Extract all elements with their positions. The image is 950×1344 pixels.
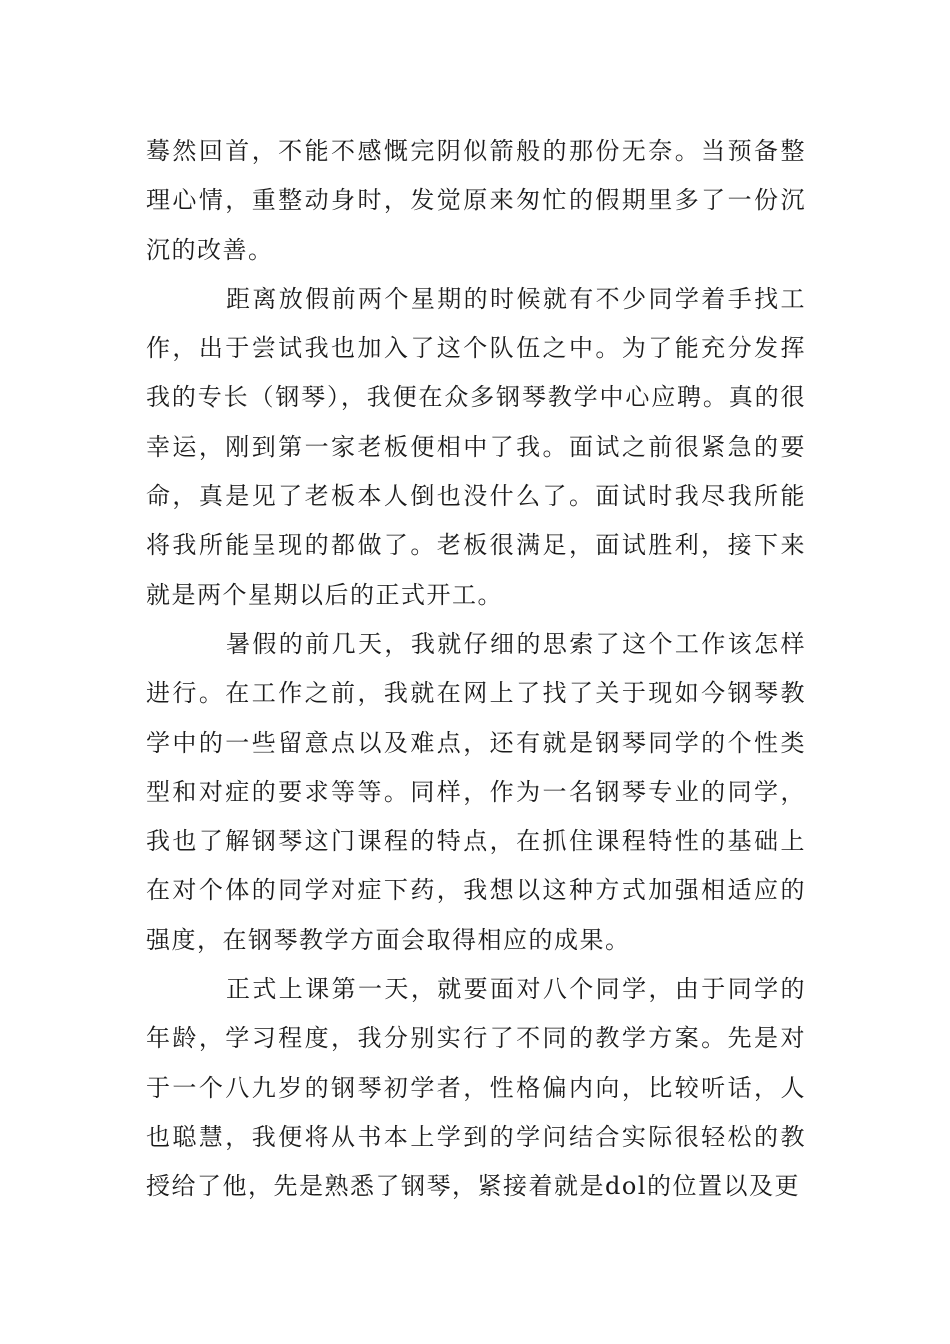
paragraph-3: 暑假的前几天，我就仔细的思索了这个工作该怎样进行。在工作之前，我就在网上了找了关于现如今钢琴教学中的一些留意点以及难点，还有就是钢琴同学的个性类型和对症的要求等等。同样，作为一名钢琴专业的同学，我也了解钢琴这门课程的特点，在抓住课程特性的基础上在对个体的同学对症下药，我想以这种方式加强相适应的强度，在钢琴教学方面会取得相应的成果。	[146, 629, 806, 954]
document-page	[146, 127, 806, 1212]
paragraph-1: 蓦然回首，不能不感慨完阴似箭般的那份无奈。当预备整理心情，重整动身时，发觉原来匆忙的假期里多了一份沉沉的改善。	[146, 137, 806, 264]
paragraph-2: 距离放假前两个星期的时候就有不少同学着手找工作，出于尝试我也加入了这个队伍之中。为了能充分发挥我的专长（钢琴），我便在众多钢琴教学中心应聘。真的很幸运，刚到第一家老板便相中了我。面试之前很紧急的要命，真是见了老板本人倒也没什么了。面试时我尽我所能将我所能呈现的都做了。老板很满足，面试胜利，接下来就是两个星期以后的正式开工。	[146, 284, 806, 609]
paragraph-4: 正式上课第一天，就要面对八个同学，由于同学的年龄，学习程度，我分别实行了不同的教学方案。先是对于一个八九岁的钢琴初学者，性格偏内向，比较听话，人也聪慧，我便将从书本上学到的学问结合实际很轻松的教授给了他，先是熟悉了钢琴，紧接着就是dol的位置以及更	[146, 975, 806, 1201]
